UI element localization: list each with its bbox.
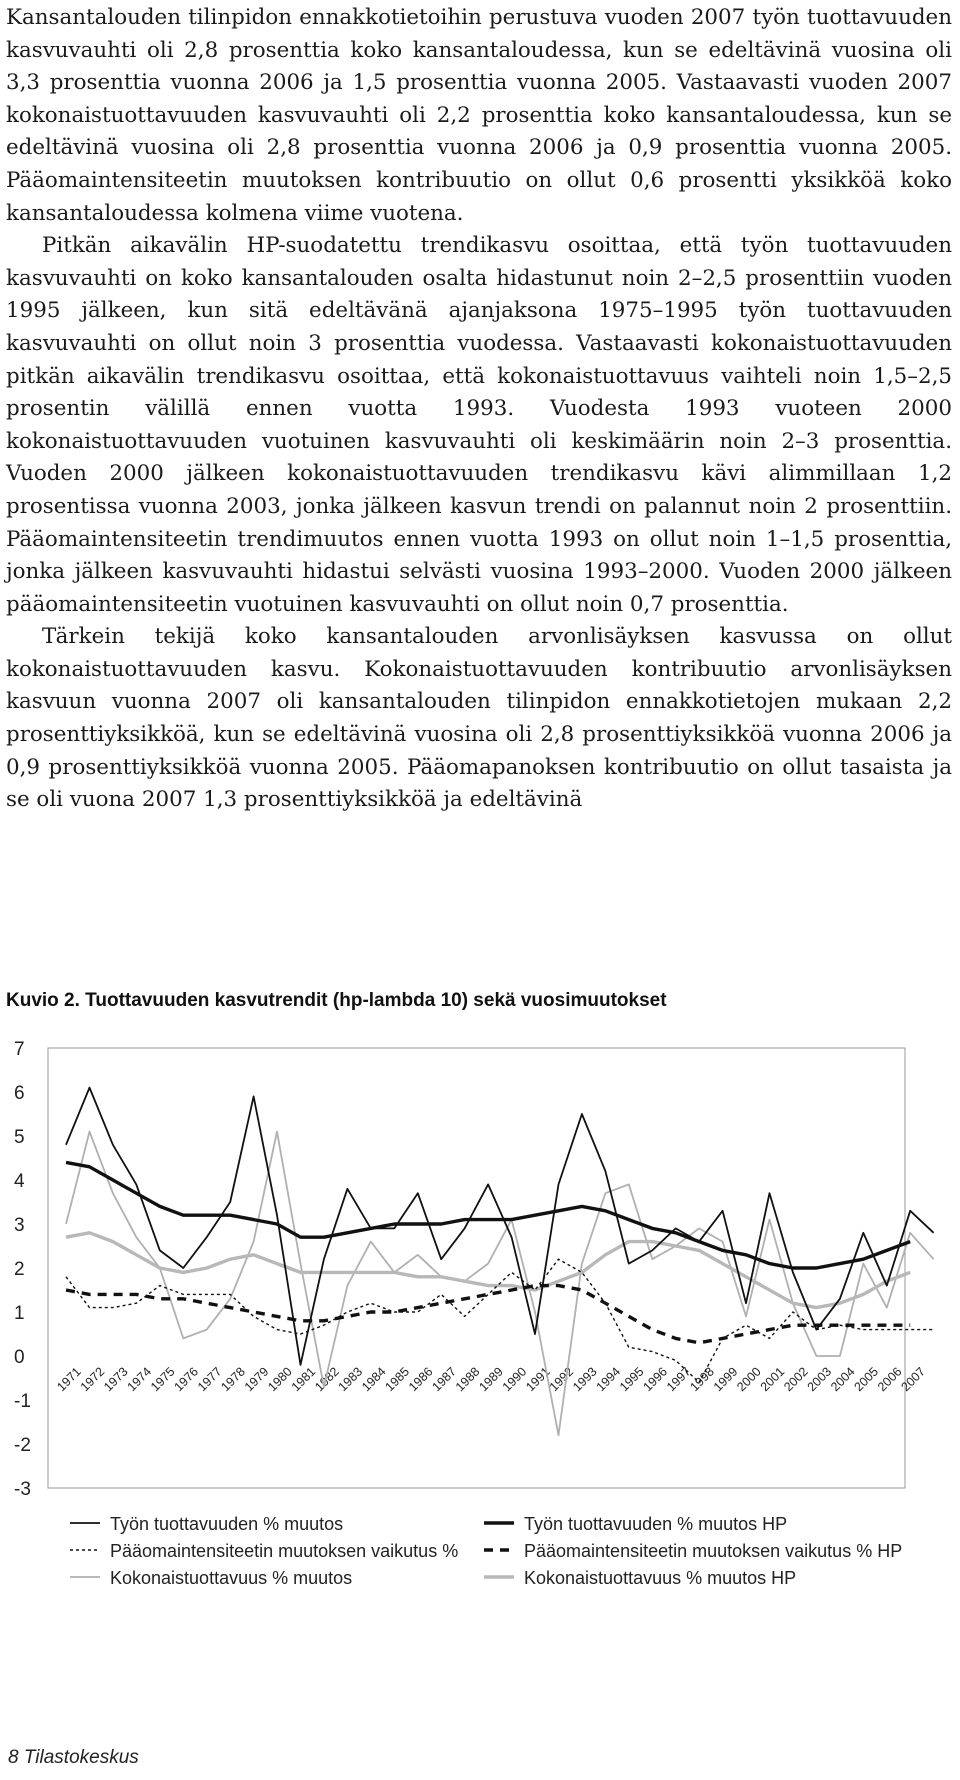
series-line-0 bbox=[66, 1088, 934, 1365]
x-tick-label: 1991 bbox=[523, 1364, 553, 1395]
x-tick-label: 1987 bbox=[429, 1364, 459, 1395]
x-tick-label: 1986 bbox=[405, 1364, 436, 1395]
productivity-chart bbox=[0, 1030, 960, 1720]
x-tick-label: 2007 bbox=[898, 1364, 928, 1395]
x-tick-label: 1977 bbox=[194, 1364, 225, 1395]
x-tick-label: 1994 bbox=[593, 1364, 624, 1395]
x-tick-label: 1975 bbox=[148, 1364, 178, 1395]
x-tick-label: 1985 bbox=[382, 1364, 413, 1395]
x-tick-label: 1989 bbox=[476, 1364, 506, 1395]
x-tick-label: 2003 bbox=[804, 1364, 835, 1395]
x-tick-label: 1996 bbox=[640, 1364, 671, 1395]
x-tick-label: 1984 bbox=[359, 1364, 389, 1395]
page-footer: 8 Tilastokeskus bbox=[8, 1747, 139, 1768]
x-tick-label: 1999 bbox=[710, 1364, 741, 1395]
x-tick-label: 1971 bbox=[54, 1364, 84, 1395]
x-tick-label: 1973 bbox=[101, 1364, 131, 1395]
x-tick-label: 1972 bbox=[77, 1364, 108, 1395]
y-tick-label: 6 bbox=[14, 1083, 25, 1104]
legend-label-3: Työn tuottavuuden % muutos HP bbox=[524, 1514, 788, 1534]
x-tick-label: 2001 bbox=[757, 1364, 788, 1395]
x-tick-label: 2000 bbox=[734, 1364, 764, 1395]
y-tick-label: 7 bbox=[14, 1039, 25, 1060]
x-tick-label: 2006 bbox=[874, 1364, 905, 1395]
y-tick-label: 2 bbox=[14, 1259, 25, 1280]
legend-label-4: Pääomaintensiteetin muutoksen vaikutus % HP bbox=[524, 1541, 903, 1561]
x-tick-label: 1983 bbox=[335, 1364, 366, 1395]
paragraph-1: Kansantalouden tilinpidon ennakkotietoihin perustuva vuoden 2007 työn tuottavuuden kasvuvauhti oli 2,8 prosenttia koko kansantaloudessa, kun se edeltävinä vuosina oli 3,3 prosenttia vuonna 2006 ja 1,5 prosenttia vuonna 2005. Vastaavasti vuoden 2007 kokonaistuottavuuden kasvuvauhti oli 2,2 prosenttia koko kansantaloudessa, kun se edeltävinä vuosina oli 2,8 prosenttia vuonna 2006 ja 0,9 prosenttia vuonna 2005. Pääomaintensiteetin muutoksen kontribuutio on ollut 0,6 prosentti yksikköä koko kansantaloudessa kolmena viime vuotena. bbox=[6, 5, 952, 226]
x-tick-label: 1997 bbox=[663, 1364, 694, 1395]
y-tick-label: 5 bbox=[14, 1127, 25, 1148]
paragraph-2: Pitkän aikavälin HP-suodatettu trendikasvu osoittaa, että työn tuottavuuden kasvuvauhti on koko kansantalouden osalta hidastunut noin 2–2,5 prosenttiin vuoden 1995 jälkeen, kun sitä edeltävänä ajanjaksona 1975–1995 työn tuottavuuden kasvuvauhti on ollut noin 3 prosenttia vuodessa. Vastaavasti kokonaistuottavuuden pitkän aikavälin trendikasvu osoittaa, että kokonaistuottavuus vaihteli noin 1,5–2,5 prosentin välillä ennen vuotta 1993. Vuodesta 1993 vuoteen 2000 kokonaistuottavuuden vuotuinen kasvuvauhti oli keskimäärin noin 2–3 prosenttia. Vuoden 2000 jälkeen kokonaistuottavuuden trendikasvu kävi alimmillaan 1,2 prosentissa vuonna 2003, jonka jälkeen kasvun trendi on palannut noin 2 prosenttiin. Pääomaintensiteetin trendimuutos ennen vuotta 1993 on ollut noin 1–1,5 prosenttia, jonka jälkeen kasvuvauhti hidastui selvästi vuosina 1993–2000. Vuoden 2000 jälkeen pääomaintensiteetin vuotuinen kasvuvauhti on ollut noin 0,7 prosenttia. bbox=[6, 233, 952, 617]
y-tick-label: 0 bbox=[14, 1347, 25, 1368]
x-tick-label: 1992 bbox=[546, 1364, 577, 1395]
x-tick-label: 1980 bbox=[265, 1364, 295, 1395]
y-tick-label: -3 bbox=[14, 1479, 31, 1500]
x-tick-label: 1978 bbox=[218, 1364, 248, 1395]
x-tick-label: 1990 bbox=[499, 1364, 530, 1395]
legend-label-5: Kokonaistuottavuus % muutos HP bbox=[524, 1568, 797, 1588]
x-tick-label: 1974 bbox=[124, 1364, 155, 1395]
y-tick-label: 3 bbox=[14, 1215, 25, 1236]
y-tick-label: -2 bbox=[14, 1435, 31, 1456]
x-tick-label: 2002 bbox=[781, 1364, 811, 1395]
legend-label-0: Työn tuottavuuden % muutos bbox=[110, 1514, 344, 1534]
figure-title: Kuvio 2. Tuottavuuden kasvutrendit (hp-lambda 10) sekä vuosimuutokset bbox=[6, 990, 667, 1011]
series-line-1 bbox=[66, 1259, 934, 1382]
x-tick-label: 1982 bbox=[312, 1364, 342, 1395]
legend-label-2: Kokonaistuottavuus % muutos bbox=[110, 1568, 353, 1588]
x-tick-label: 1988 bbox=[452, 1364, 483, 1395]
x-tick-label: 1995 bbox=[617, 1364, 647, 1395]
body-text bbox=[6, 2, 952, 817]
paragraph-3: Tärkein tekijä koko kansantalouden arvonlisäyksen kasvussa on ollut kokonaistuottavuuden kasvu. Kokonaistuottavuuden kontribuutio arvonlisäyksen kasvuun vuonna 2007 oli kansantalouden tilinpidon ennakkotietojen mukaan 2,2 prosenttiyksikköä, kun se edeltävinä vuosina oli 2,8 prosenttiyksikköä vuonna 2006 ja 0,9 prosenttiyksikköä vuonna 2005. Pääomapanoksen kontribuutio on ollut tasaista ja se oli vuona 2007 1,3 prosenttiyksikköä ja edeltävinä bbox=[6, 624, 952, 813]
plot-frame bbox=[48, 1048, 905, 1488]
x-tick-label: 2004 bbox=[828, 1364, 858, 1395]
x-tick-label: 1981 bbox=[288, 1364, 319, 1395]
x-tick-label: 1979 bbox=[241, 1364, 272, 1395]
x-tick-label: 1998 bbox=[687, 1364, 717, 1395]
x-tick-label: 2005 bbox=[851, 1364, 882, 1395]
y-tick-label: -1 bbox=[14, 1391, 31, 1412]
y-tick-label: 1 bbox=[14, 1303, 25, 1324]
x-tick-label: 1976 bbox=[171, 1364, 202, 1395]
y-tick-label: 4 bbox=[14, 1171, 25, 1192]
x-tick-label: 1993 bbox=[570, 1364, 600, 1395]
legend-label-1: Pääomaintensiteetin muutoksen vaikutus % bbox=[110, 1541, 459, 1561]
series-line-3 bbox=[66, 1162, 910, 1268]
